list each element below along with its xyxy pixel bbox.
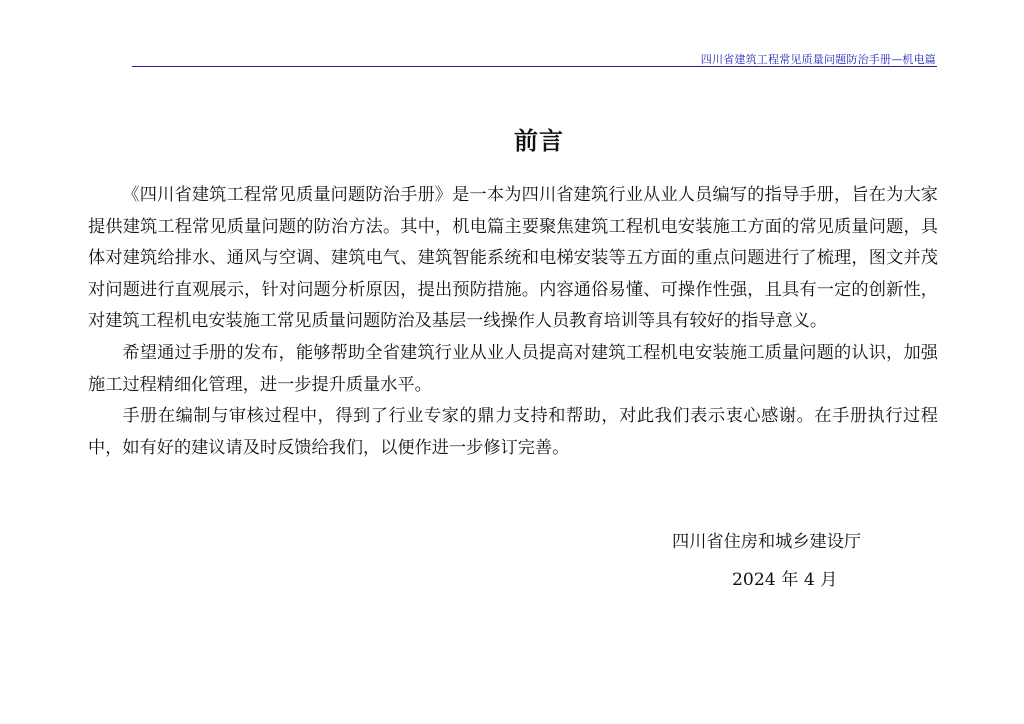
page-title: 前言 xyxy=(514,126,564,155)
preface-body xyxy=(88,180,938,464)
issue-date: 2024 年 4 月 xyxy=(732,570,838,590)
running-header-title: 四川省建筑工程常见质量问题防治手册—机电篇 xyxy=(700,53,936,66)
preface-paragraph-2: 希望通过手册的发布，能够帮助全省建筑行业从业人员提高对建筑工程机电安装施工质量问题的认识，加强施工过程精细化管理，进一步提升质量水平。 xyxy=(88,342,938,395)
header-divider xyxy=(132,66,937,67)
preface-paragraph-1: 《四川省建筑工程常见质量问题防治手册》是一本为四川省建筑行业从业人员编写的指导手册，旨在为大家提供建筑工程常见质量问题的防治方法。其中，机电篇主要聚焦建筑工程机电安装施工方面的常见质量问题，具体对建筑给排水、通风与空调、建筑电气、建筑智能系统和电梯安装等五方面的重点问题进行了梳理，图文并茂对问题进行直观展示，针对问题分析原因，提出预防措施。内容通俗易懂、可操作性强，且具有一定的创新性，对建筑工程机电安装施工常见质量问题防治及基层一线操作人员教育培训等具有较好的指导意义。 xyxy=(88,185,938,332)
issuer-signature: 四川省住房和城乡建设厅 xyxy=(672,532,862,552)
preface-paragraph-3: 手册在编制与审核过程中，得到了行业专家的鼎力支持和帮助，对此我们表示衷心感谢。在手册执行过程中，如有好的建议请及时反馈给我们，以便作进一步修订完善。 xyxy=(88,406,938,458)
